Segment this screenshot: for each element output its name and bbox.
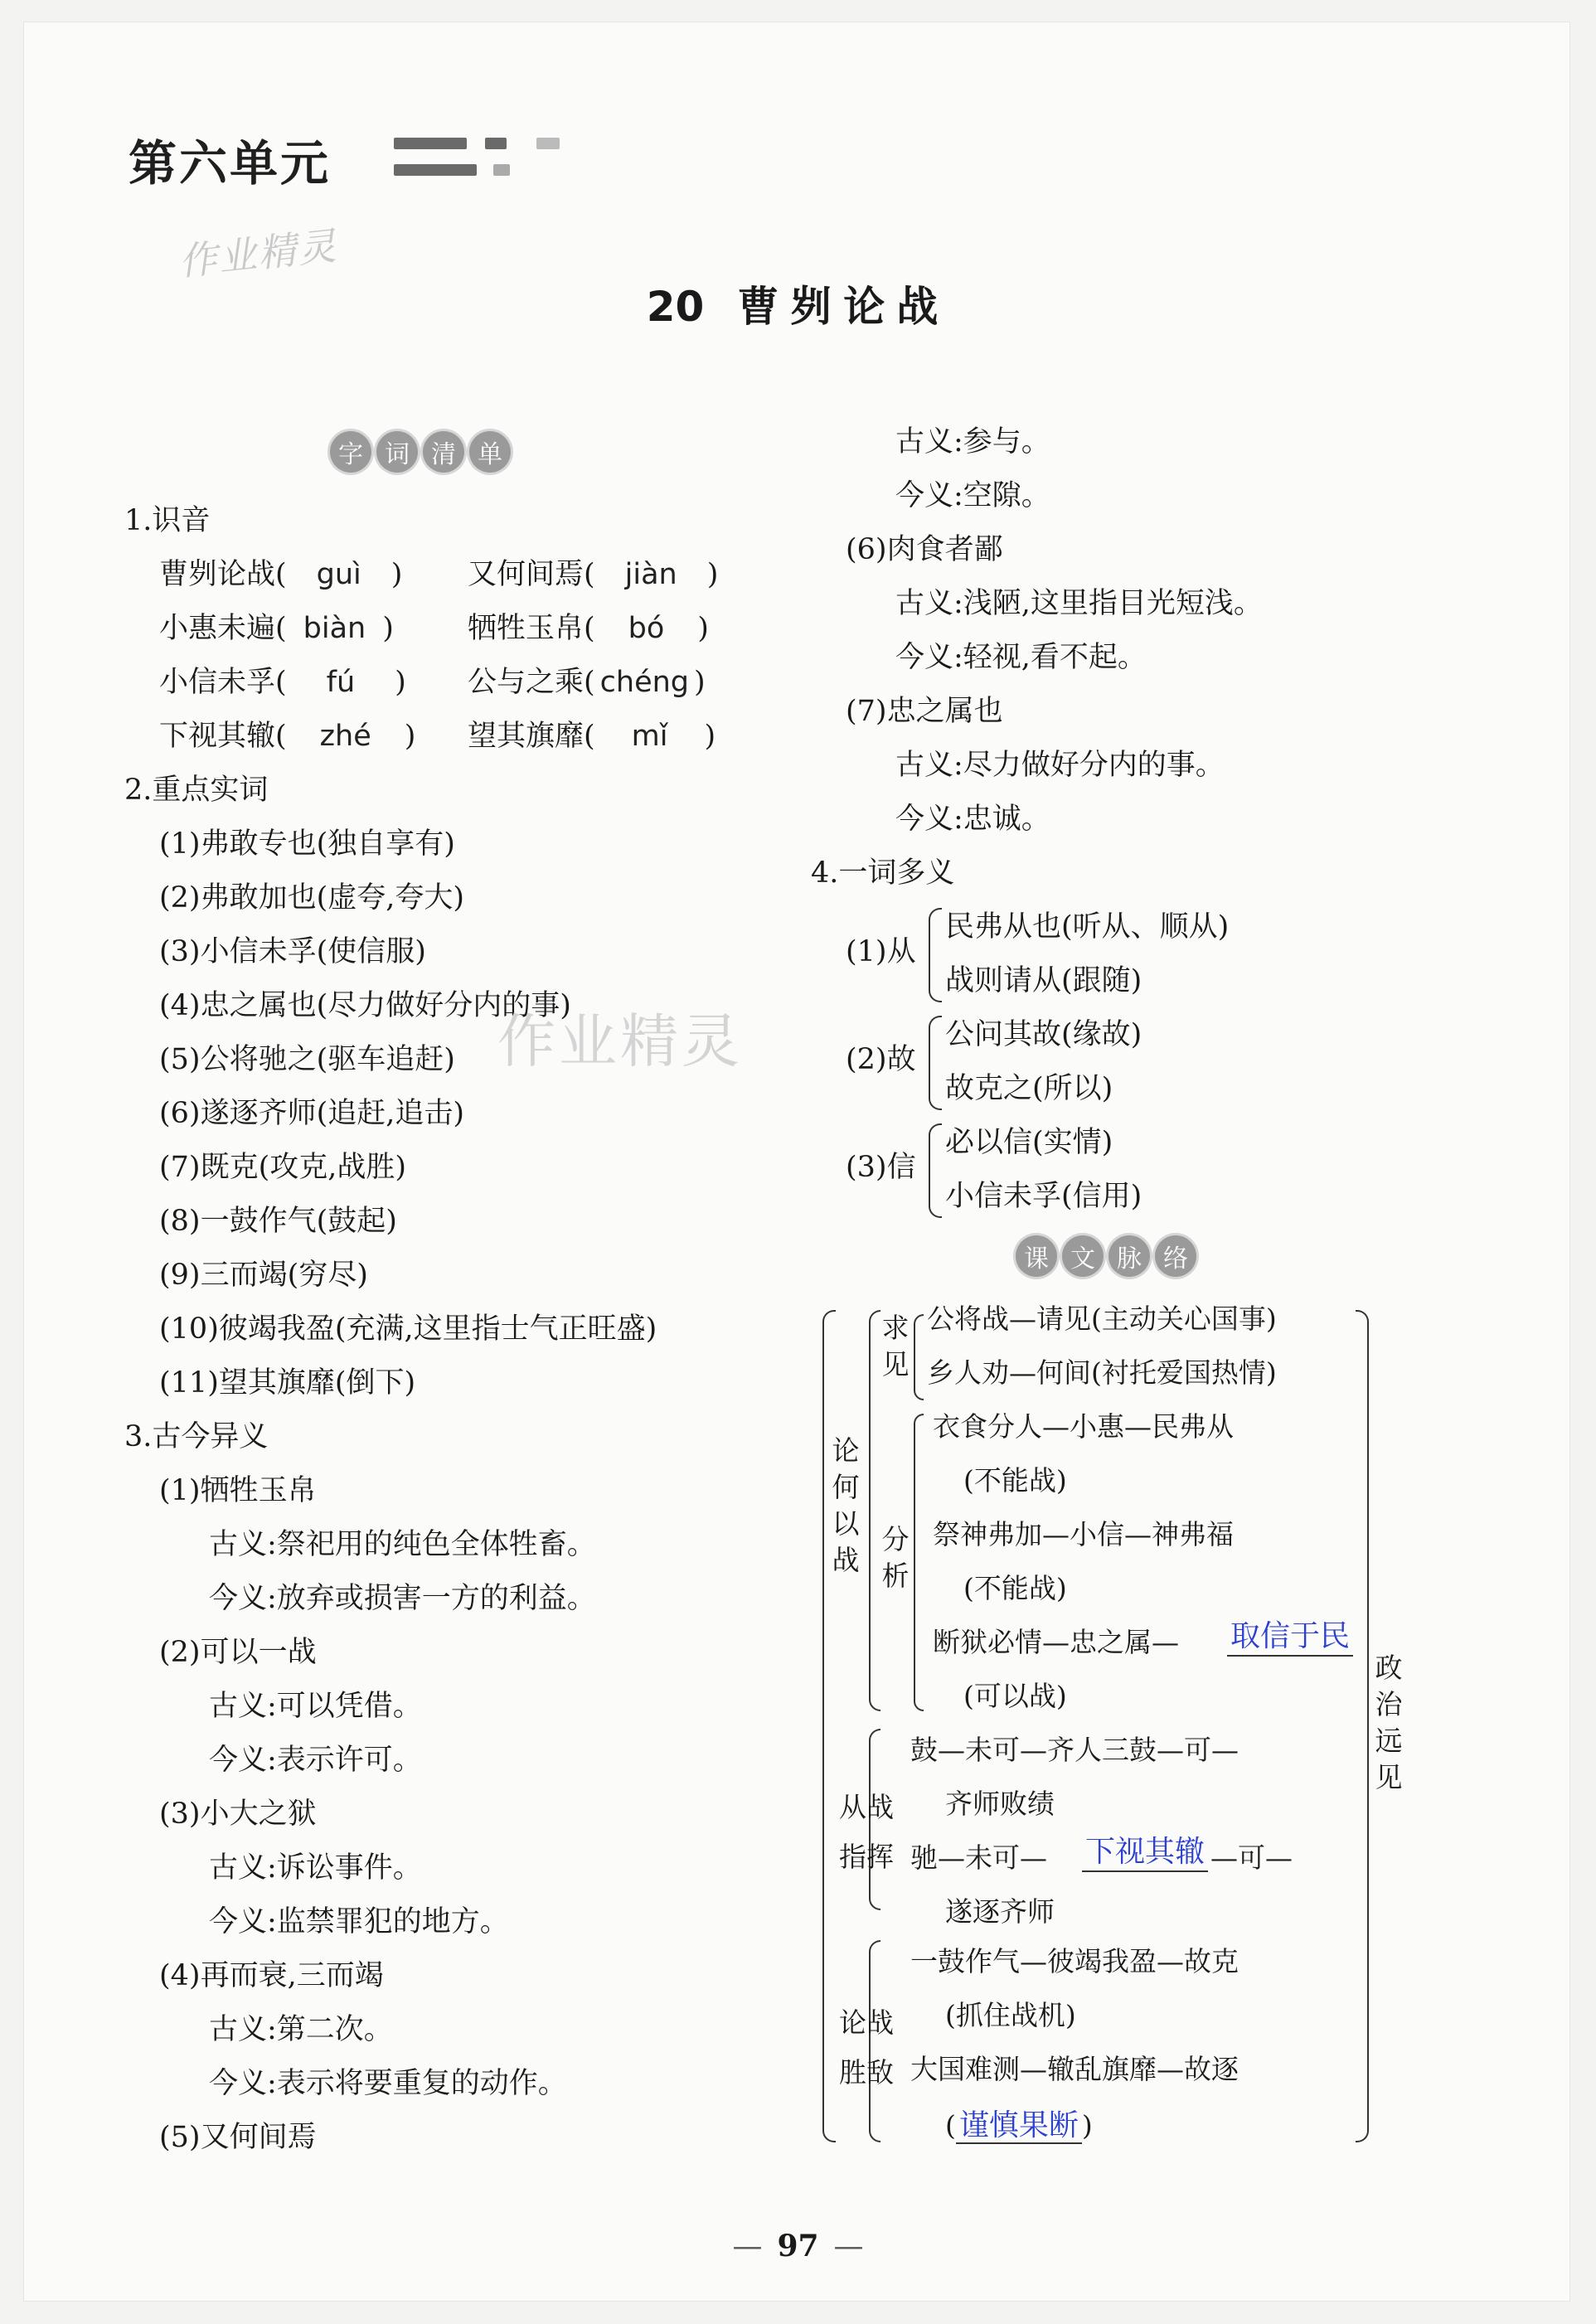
outline-line: (不能战) [963, 1464, 1067, 1497]
word-item: (9)三而竭(穷尽) [159, 1259, 368, 1292]
duoyi-label: (3)信 [846, 1151, 916, 1184]
outline-line: 齐师败绩 [945, 1788, 1055, 1820]
watermark-logo: 作业精灵 [177, 223, 340, 284]
outline-line: —可— [1210, 1841, 1293, 1874]
gujin-meaning: 古义:祭祀用的纯色全体牲畜。 [209, 1528, 596, 1561]
badge-char: 清 [423, 431, 464, 473]
outline-label-fenxi: 分析 [881, 1523, 910, 1592]
duoyi-item: 必以信(实情) [945, 1126, 1113, 1159]
watermark-text: 作业精灵 [497, 1007, 743, 1075]
outline-label-lunzhan: 论战胜敌 [839, 2006, 894, 2089]
badge-char: 词 [376, 431, 418, 473]
word-item: (1)弗敢专也(独自享有) [159, 827, 455, 861]
word-item: (7)既克(攻克,战胜) [159, 1151, 407, 1184]
pron-item: 小惠未遍( biàn ) [159, 612, 394, 645]
lesson-number: 20 [646, 283, 705, 331]
badge-char: 脉 [1108, 1235, 1150, 1277]
gujin-meaning: 今义:空隙。 [895, 479, 1050, 512]
handwritten-answer: 下视其辙 [1082, 1828, 1208, 1872]
duoyi-item: 故克之(所以) [945, 1072, 1113, 1105]
gujin-meaning: 古义:第二次。 [209, 2013, 393, 2046]
gujin-meaning: 古义:浅陋,这里指目光短浅。 [895, 587, 1263, 620]
pron-item: 曹刿论战( guì ) [159, 558, 403, 591]
outline-line: 一鼓作气—彼竭我盈—故克 [910, 1945, 1239, 1977]
gujin-item: (6)肉食者鄙 [846, 533, 1003, 566]
brace [929, 1016, 942, 1110]
duoyi-item: 民弗从也(听从、顺从) [945, 910, 1230, 944]
unit-title: 第六单元 [129, 135, 332, 192]
word-item: (4)忠之属也(尽力做好分内的事) [159, 989, 571, 1022]
outline-line: (不能战) [963, 1572, 1067, 1604]
section-heading: 1.识音 [124, 504, 211, 537]
outline-line: ( 谨慎果断 ) [945, 2108, 1093, 2142]
gujin-item: (3)小大之狱 [159, 1798, 317, 1831]
gujin-meaning: 古义:参与。 [895, 425, 1050, 458]
gujin-item: (4)再而衰,三而竭 [159, 1959, 384, 1992]
outline-line: 乡人劝—何间(衬托爱国热情) [927, 1356, 1277, 1389]
word-item: (5)公将驰之(驱车追赶) [159, 1043, 455, 1076]
lesson-title [0, 274, 1596, 333]
page-number: — 97 — [732, 2229, 864, 2263]
badge-char: 单 [469, 431, 511, 473]
pron-item: 公与之乘( chéng ) [468, 666, 706, 699]
handwritten-answer: 谨慎果断 [956, 2108, 1082, 2144]
outline-line: (抓住战机) [945, 1999, 1076, 2031]
badge-char: 课 [1016, 1235, 1057, 1277]
gujin-meaning: 古义:诉讼事件。 [209, 1851, 422, 1885]
section-badge-vocab [330, 431, 511, 473]
section-heading: 3.古今异义 [124, 1420, 269, 1453]
gujin-meaning: 今义:轻视,看不起。 [895, 641, 1147, 674]
gujin-meaning: 古义:尽力做好分内的事。 [895, 749, 1225, 782]
badge-char: 文 [1062, 1235, 1104, 1277]
section-heading: 4.一词多义 [811, 856, 955, 890]
word-item: (8)一鼓作气(鼓起) [159, 1205, 397, 1238]
duoyi-item: 战则请从(跟随) [945, 964, 1142, 997]
duoyi-label: (1)从 [846, 935, 916, 968]
pron-item: 下视其辙( zhé ) [159, 720, 416, 753]
handwritten-answer: 取信于民 [1227, 1613, 1353, 1657]
lesson-name: 曹刿论战 [737, 283, 950, 331]
gujin-item: (7)忠之属也 [846, 695, 1003, 728]
word-item: (2)弗敢加也(虚夸,夸大) [159, 881, 465, 915]
section-badge-outline [1016, 1235, 1196, 1277]
gujin-meaning: 今义:表示将要重复的动作。 [209, 2067, 567, 2100]
duoyi-item: 公问其故(缘故) [945, 1018, 1142, 1051]
gujin-meaning: 今义:监禁罪犯的地方。 [209, 1905, 509, 1938]
outline-line: 大国难测—辙乱旗靡—故逐 [910, 2053, 1239, 2085]
outline-label-zhengzhi: 政治远见 [1375, 1652, 1403, 1793]
duoyi-label: (2)故 [846, 1043, 916, 1076]
outline-label-congzhan: 从战指挥 [839, 1791, 894, 1873]
brace [929, 908, 942, 1002]
left-column [124, 497, 788, 2181]
pron-item: 又何间焉( jiàn ) [468, 558, 719, 591]
pron-item: 小信未孚( fú ) [159, 666, 406, 699]
pron-item: 望其旗靡( mǐ ) [468, 720, 716, 753]
gujin-meaning: 今义:放弃或损害一方的利益。 [209, 1582, 596, 1615]
gujin-item: (2)可以一战 [159, 1636, 317, 1669]
outline-line: (可以战) [963, 1680, 1067, 1712]
gujin-meaning: 今义:忠诚。 [895, 803, 1050, 836]
outline-line: 鼓—未可—齐人三鼓—可— [910, 1734, 1239, 1766]
outline-line: 驰—未可— [910, 1841, 1047, 1874]
word-item: (6)遂逐齐师(追赶,追击) [159, 1097, 465, 1130]
outline-line: 公将战—请见(主动关心国事) [927, 1303, 1277, 1335]
badge-char: 字 [330, 431, 371, 473]
pron-item: 牺牲玉帛( bó ) [468, 612, 709, 645]
gujin-item: (5)又何间焉 [159, 2121, 317, 2154]
outline-label-lunhe: 论何以战 [832, 1434, 860, 1576]
decorative-bars [394, 133, 560, 191]
brace [914, 1414, 924, 1711]
outline-line: 遂逐齐师 [945, 1895, 1055, 1928]
gujin-meaning: 古义:可以凭借。 [209, 1690, 422, 1723]
duoyi-item: 小信未孚(信用) [945, 1180, 1142, 1213]
gujin-item: (1)牺牲玉帛 [159, 1474, 317, 1507]
gujin-meaning: 今义:表示许可。 [209, 1744, 422, 1777]
right-column [811, 419, 1559, 1231]
brace [914, 1314, 924, 1400]
section-heading: 2.重点实词 [124, 774, 269, 807]
brace [929, 1123, 942, 1218]
outline-line: 断狱必情—忠之属— [933, 1626, 1179, 1658]
outline-line: 衣食分人—小惠—民弗从 [933, 1410, 1234, 1443]
badge-char: 络 [1155, 1235, 1196, 1277]
outline-line: 祭神弗加—小信—神弗福 [933, 1518, 1234, 1550]
word-item: (3)小信未孚(使信服) [159, 935, 426, 968]
word-item: (11)望其旗靡(倒下) [159, 1366, 416, 1400]
outline-brace-right [1356, 1310, 1369, 2142]
outline-label-qiujian: 求见 [881, 1312, 910, 1380]
word-item: (10)彼竭我盈(充满,这里指士气正旺盛) [159, 1312, 657, 1346]
